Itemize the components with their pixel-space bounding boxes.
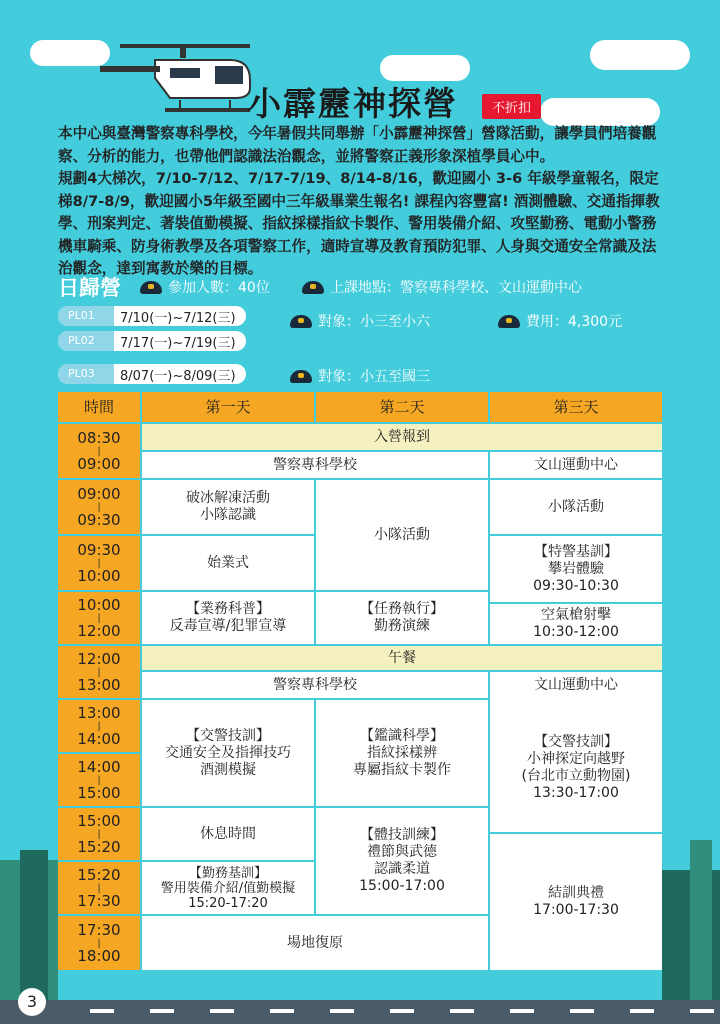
time-slot: 12:00 | 13:00 [58, 646, 140, 698]
time-slot: 13:00 | 14:00 [58, 700, 140, 752]
special-line: 09:30-10:30 [533, 577, 619, 594]
traffic-day3-line: 小神探定向越野 [527, 751, 625, 767]
road-dash [510, 1009, 534, 1013]
road-dash [150, 1009, 174, 1013]
icebreak-line: 小隊認識 [200, 507, 256, 523]
time-slot: 08:30 | 09:00 [58, 424, 140, 478]
time-end: 15:00 [77, 783, 121, 802]
physical-training-cell [316, 808, 488, 914]
cloud-decoration [540, 98, 660, 126]
session-date: 8/07(一)~8/09(三) [120, 368, 236, 384]
icebreak-cell [142, 480, 314, 534]
road-dash [330, 1009, 354, 1013]
page-number: 3 [18, 988, 46, 1016]
road-dash [210, 1009, 234, 1013]
time-start: 08:30 [77, 428, 121, 447]
traffic-day3-line: (台北市立動物園) [521, 768, 631, 784]
mission-cell [316, 592, 488, 644]
time-slot: 14:00 | 15:00 [58, 754, 140, 806]
lunch-cell: 午餐 [142, 646, 662, 670]
building-decoration [690, 840, 712, 1000]
police-cap-icon [302, 281, 324, 294]
time-start: 10:00 [77, 595, 121, 614]
science-line: 【業務科普】 [186, 601, 270, 617]
time-start: 13:00 [77, 703, 121, 722]
session-date: 7/10(一)~7/12(三) [120, 310, 236, 326]
target-text-1: 對象：小三至小六 [318, 314, 430, 330]
duty-training-cell [142, 862, 314, 914]
physical-line: 認識柔道 [374, 861, 430, 877]
traffic-day3-line: 【交警技訓】 [534, 734, 618, 750]
special-line: 【特警基訓】 [534, 543, 618, 560]
special-line: 攀岩體驗 [548, 560, 604, 577]
duty-line: 15:20-17:20 [188, 895, 268, 911]
time-end: 14:00 [77, 729, 121, 748]
traffic-training-day1-cell [142, 700, 314, 806]
fee-text: 費用：4,300元 [526, 314, 623, 330]
squad-activity-day2-cell: 小隊活動 [316, 480, 488, 590]
physical-line: 15:00-17:00 [359, 878, 445, 894]
time-end: 17:30 [77, 891, 121, 910]
venue-day12-cell: 警察專科學校 [142, 452, 488, 478]
time-end: 12:00 [77, 621, 121, 640]
forensic-line: 【鑑識科學】 [360, 727, 444, 744]
time-end: 13:00 [77, 675, 121, 694]
opening-ceremony-cell: 始業式 [142, 536, 314, 590]
airgun-cell [490, 604, 662, 644]
location-text: 上課地點：警察專科學校、文山運動中心 [330, 280, 582, 296]
traffic-day3-line: 13:30-17:00 [533, 785, 619, 801]
participants-text: 參加人數：40位 [168, 280, 270, 296]
closing-line: 結訓典禮 [548, 885, 604, 901]
time-slot: 15:00 | 15:20 [58, 808, 140, 860]
physical-line: 【體技訓練】 [360, 827, 444, 843]
target-info-2 [290, 366, 430, 386]
venue-restore-cell: 場地復原 [142, 916, 488, 970]
afternoon-venue-day3: 文山運動中心 [534, 677, 618, 693]
session-code: PL02 [58, 331, 114, 351]
session-pill [58, 331, 246, 351]
cloud-decoration [30, 40, 110, 66]
police-cap-icon [290, 370, 312, 383]
time-start: 15:00 [77, 811, 121, 830]
closing-line: 17:00-17:30 [533, 902, 619, 918]
time-slot: 17:30 | 18:00 [58, 916, 140, 970]
time-end: 18:00 [77, 946, 121, 965]
no-discount-badge: 不折扣 [482, 94, 541, 119]
header-day3: 第三天 [490, 392, 662, 422]
target-info-1 [290, 311, 430, 331]
afternoon-venue-day12-cell: 警察專科學校 [142, 672, 488, 698]
mission-line: 勤務演練 [374, 618, 430, 634]
schedule-table [58, 392, 662, 970]
time-end: 15:20 [77, 837, 121, 856]
police-helicopter-icon [100, 38, 260, 118]
header-day2: 第二天 [316, 392, 488, 422]
mission-line: 【任務執行】 [360, 601, 444, 617]
traffic-line: 酒測模擬 [200, 761, 256, 778]
time-slot: 10:00 | 12:00 [58, 592, 140, 644]
time-start: 15:20 [77, 865, 121, 884]
target-text-2: 對象：小五至國三 [318, 369, 430, 385]
police-cap-icon [140, 281, 162, 294]
traffic-line: 【交警技訓】 [186, 727, 270, 744]
session-pill [58, 306, 246, 326]
intro-paragraph-1: 本中心與臺灣警察專科學校，今年暑假共同舉辦「小霹靂神探營」營隊活動，讓學員們培養觀察、分析的能力，也帶他們認識法治觀念，並將警察正義形象深植學員心中。 [58, 125, 657, 165]
road-dash [690, 1009, 714, 1013]
time-start: 17:30 [77, 920, 121, 939]
road-dash [630, 1009, 654, 1013]
camp-type-label: 日歸營 [58, 276, 121, 300]
location-info [302, 277, 582, 297]
road-dash [90, 1009, 114, 1013]
science-line: 反毒宣導/犯罪宣導 [169, 618, 287, 634]
day3-afternoon-cell [490, 672, 662, 832]
forensic-cell [316, 700, 488, 806]
participants-info [140, 277, 270, 297]
forensic-line: 專屬指紋卡製作 [353, 761, 451, 778]
page-title: 小霹靂神探營 [248, 84, 458, 123]
airgun-line: 空氣槍射擊 [541, 607, 611, 623]
time-slot: 09:30 | 10:00 [58, 536, 140, 590]
time-start: 09:30 [77, 540, 121, 559]
traffic-line: 交通安全及指揮技巧 [165, 744, 291, 761]
road-dash [570, 1009, 594, 1013]
time-end: 09:30 [77, 510, 121, 529]
forensic-line: 指紋採樣辨 [367, 744, 437, 761]
road-dash [270, 1009, 294, 1013]
checkin-cell: 入營報到 [142, 424, 662, 450]
break-cell: 休息時間 [142, 808, 314, 860]
police-cap-icon [290, 315, 312, 328]
physical-line: 禮節與武德 [367, 844, 437, 860]
time-start: 14:00 [77, 757, 121, 776]
building-decoration [20, 850, 48, 1000]
time-end: 10:00 [77, 566, 121, 585]
session-code: PL01 [58, 306, 114, 326]
session-date: 7/17(一)~7/19(三) [120, 335, 236, 351]
duty-line: 【勤務基訓】 [188, 865, 267, 881]
science-cell [142, 592, 314, 644]
time-start: 09:00 [77, 484, 121, 503]
venue-day3-cell: 文山運動中心 [490, 452, 662, 478]
cloud-decoration [590, 40, 690, 70]
intro-text [58, 123, 670, 281]
duty-line: 警用裝備介紹/值勤模擬 [160, 880, 296, 896]
intro-paragraph-2: 規劃4大梯次，7/10-7/12、7/17-7/19、8/14-8/16，歡迎國小 3-6 年級學童報名，限定梯8/7-8/9，歡迎國小5年級至國中三年級畢業生報名! 課程內容豐富! 酒測體驗、交通指揮教學、刑案判定、著裝值勤模擬、指紋採樣指紋卡製作、警用裝備介紹、攻堅勤務、電動小警務機車騎乘、防身術教學及各項警察工作，適時宣導及教育預防犯罪、人身與交通安全常識及法治觀念，達到寓教於樂的目標。 [58, 170, 660, 277]
session-pill [58, 364, 246, 384]
police-cap-icon [498, 315, 520, 328]
header-time: 時間 [58, 392, 140, 422]
road-dash [450, 1009, 474, 1013]
airgun-line: 10:30-12:00 [533, 624, 619, 640]
time-end: 09:00 [77, 454, 121, 473]
fee-info [498, 311, 622, 331]
time-slot: 09:00 | 09:30 [58, 480, 140, 534]
header-day1: 第一天 [142, 392, 314, 422]
road-dash [390, 1009, 414, 1013]
squad-activity-day3-cell: 小隊活動 [490, 480, 662, 534]
special-training-cell [490, 536, 662, 602]
time-slot: 15:20 | 17:30 [58, 862, 140, 914]
closing-ceremony-cell [490, 834, 662, 970]
session-code: PL03 [58, 364, 114, 384]
icebreak-line: 破冰解凍活動 [186, 490, 270, 506]
time-start: 12:00 [77, 649, 121, 668]
